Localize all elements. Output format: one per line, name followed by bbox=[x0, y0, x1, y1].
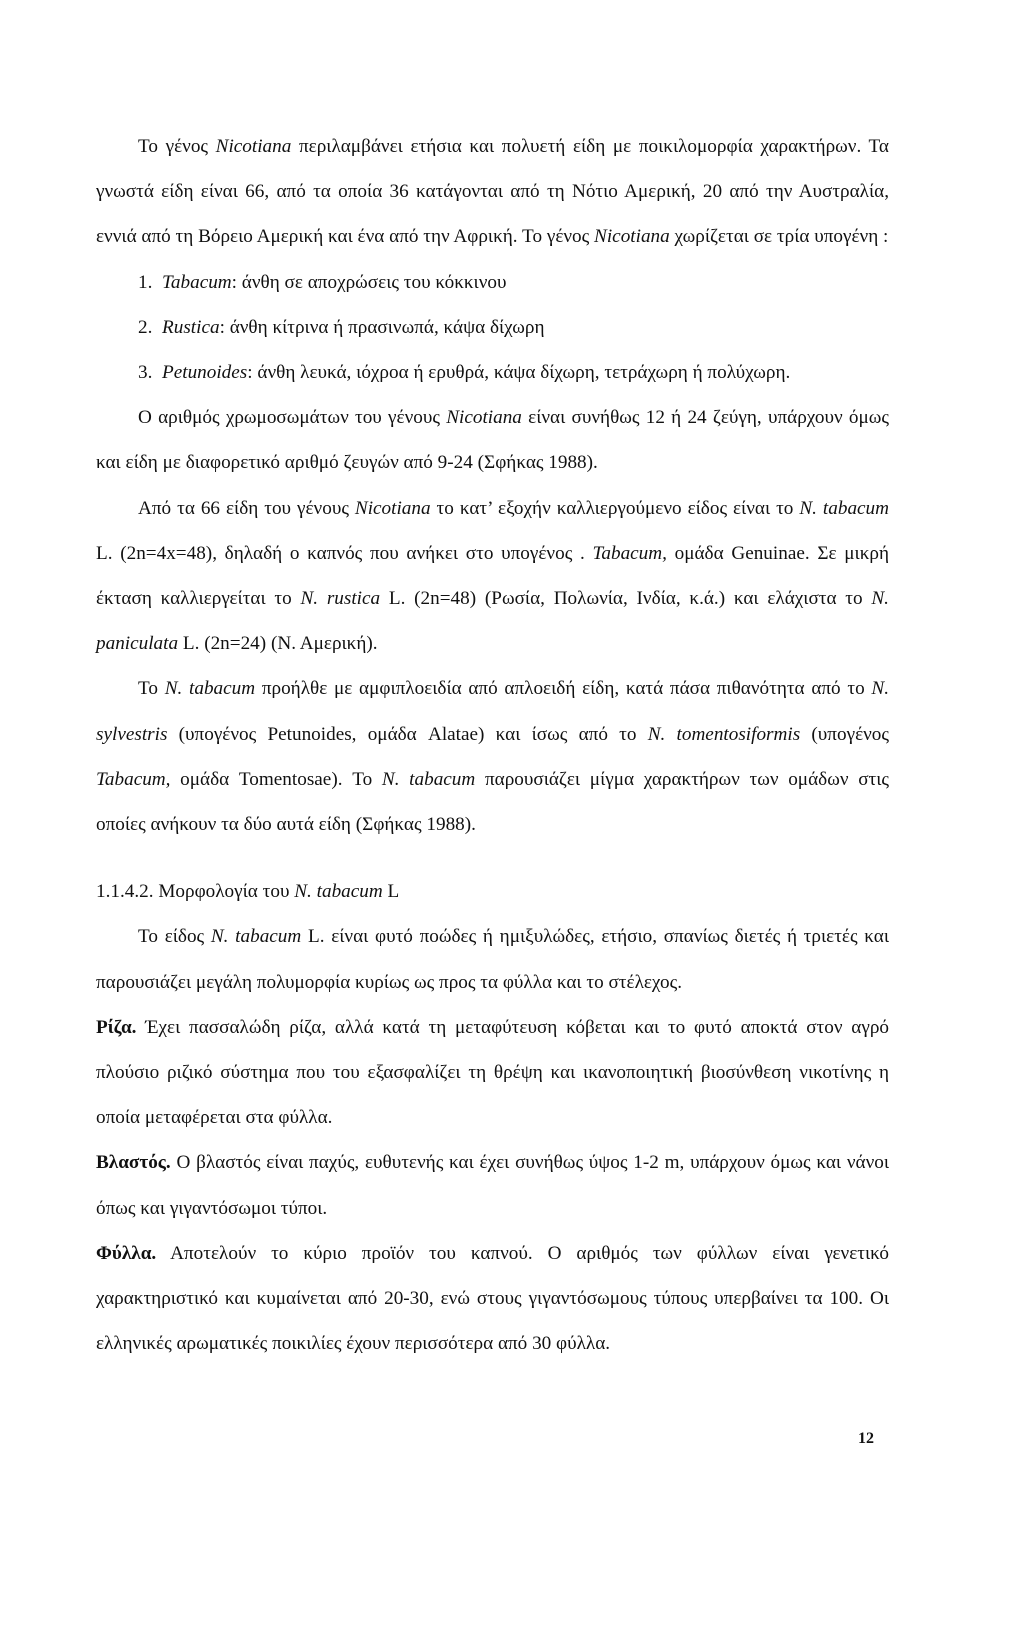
subgenus-name: Petunoides bbox=[162, 362, 248, 384]
text-run: L. (2n=4x=48), δηλαδή ο καπνός που ανήκει στο υπογένος . bbox=[96, 542, 593, 564]
text-run: Έχει πασσαλώδη ρίζα, αλλά κατά τη μεταφύτευση κόβεται και το φυτό αποκτά στον αγρό πλούσιο ριζικό σύστημα που του εξασφαλίζει τη θρέψη και ικανοποιητική βιοσύνθεση νικοτίνης η οποία μεταφέρεται στα φύλλα. bbox=[96, 1016, 889, 1129]
subgenus-name: Tabacum bbox=[162, 271, 232, 293]
leaves-paragraph bbox=[96, 1231, 889, 1367]
text-run: L. (2n=48) (Ρωσία, Πολωνία, Ινδία, κ.ά.) και ελάχιστα το bbox=[380, 588, 872, 610]
list-number: 3. bbox=[138, 362, 153, 384]
genus-name: Nicotiana bbox=[215, 136, 292, 157]
species-name: N. paniculata bbox=[96, 588, 889, 655]
chromosome-paragraph bbox=[96, 395, 889, 485]
text-run: Το bbox=[138, 678, 165, 700]
species-name: N. tabacum bbox=[799, 497, 889, 519]
list-text: : άνθη κίτρινα ή πρασινωπά, κάψα δίχωρη bbox=[219, 316, 545, 338]
section-heading bbox=[96, 869, 889, 914]
species-name: N. tabacum bbox=[381, 768, 476, 790]
species-name: N. tabacum bbox=[210, 926, 302, 948]
species-paragraph bbox=[96, 486, 889, 667]
subgenus-name: Tabacum, bbox=[592, 542, 667, 564]
text-run: Ο αριθμός χρωμοσωμάτων του γένους bbox=[138, 407, 447, 429]
species-name: N. tabacum bbox=[164, 678, 256, 700]
section-number: 1.1.4.2. bbox=[96, 881, 154, 903]
text-run: ομάδα Tomentosae). Το bbox=[170, 768, 382, 790]
genus-name: Nicotiana bbox=[446, 407, 522, 429]
text-run: είναι συνήθως 12 ή 24 ζεύγη, υπάρχουν όμως και είδη με διαφορετικό αριθμό ζευγών από 9-24 (Σφήκας 1988). bbox=[96, 407, 889, 474]
leaves-label: Φύλλα. bbox=[96, 1242, 157, 1264]
species-name: N. tabacum bbox=[294, 881, 383, 903]
subgenus-name: Tabacum, bbox=[96, 768, 171, 790]
species-name: N. sylvestris bbox=[96, 678, 889, 745]
root-paragraph bbox=[96, 1005, 889, 1141]
text-run: περιλαμβάνει ετήσια και πολυετή είδη με ποικιλομορφία χαρακτήρων. Τα γνωστά είδη είναι 66, από τα οποία 36 κατάγονται από τη Νότιο Αμερική, 20 από την Αυστραλία, εννιά από τη Βόρειο Αμερική και ένα από την Αφρική. Το γένος bbox=[96, 136, 889, 248]
subgenus-list-item bbox=[96, 260, 889, 305]
text-run: Το είδος bbox=[138, 926, 211, 948]
text-run: Το γένος bbox=[138, 136, 216, 157]
text-run: παρουσιάζει μίγμα χαρακτήρων των ομάδων στις οποίες ανήκουν τα δύο αυτά είδη (Σφήκας 1988). bbox=[96, 768, 890, 836]
morphology-paragraph bbox=[96, 914, 889, 1004]
stem-paragraph bbox=[96, 1140, 889, 1230]
subgenus-list-item bbox=[96, 305, 889, 350]
text-run: L. είναι φυτό ποώδες ή ημιξυλώδες, ετήσιο, σπανίως διετές ή τριετές και παρουσιάζει μεγάλη πολυμορφία κυρίως ως προς τα φύλλα και το στέλεχος. bbox=[96, 926, 889, 993]
intro-paragraph bbox=[96, 124, 889, 260]
text-run: ομάδα Genuinae. Σε μικρή έκταση καλλιεργείται το bbox=[96, 542, 889, 610]
list-text: : άνθη λευκά, ιόχροα ή ερυθρά, κάψα δίχωρη, τετράχωρη ή πολύχωρη. bbox=[247, 362, 791, 384]
document-page bbox=[96, 124, 889, 1366]
text-run: Αποτελούν το κύριο προϊόν του καπνού. Ο αριθμός των φύλλων είναι γενετικό χαρακτηριστικό και κυμαίνεται από 20-30, ενώ στους γιγαντόσωμους τύπους υπερβαίνει τα 100. Οι ελληνικές αρωματικές ποικιλίες έχουν περισσότερα από 30 φύλλα. bbox=[96, 1242, 889, 1355]
root-label: Ρίζα. bbox=[96, 1016, 137, 1038]
species-name: N. rustica bbox=[300, 588, 381, 610]
list-number: 2. bbox=[138, 316, 153, 338]
section-title: Μορφολογία του bbox=[153, 881, 295, 903]
text-run: (υπογένος Petunoides, ομάδα Alatae) και ίσως από το bbox=[167, 723, 648, 745]
text-run: L. (2n=24) (Ν. Αμερική). bbox=[178, 633, 378, 655]
origin-paragraph bbox=[96, 666, 889, 847]
text-run: το κατ’ εξοχήν καλλιεργούμενο είδος είναι το bbox=[430, 497, 800, 519]
page-number: 12 bbox=[858, 1430, 874, 1447]
text-run: Ο βλαστός είναι παχύς, ευθυτενής και έχει συνήθως ύψος 1-2 m, υπάρχουν όμως και νάνοι όπως και γιγαντόσωμοι τύποι. bbox=[96, 1152, 889, 1219]
genus-name: Nicotiana bbox=[354, 497, 431, 519]
genus-name: Nicotiana bbox=[594, 226, 670, 248]
text-run: χωρίζεται σε τρία υπογένη : bbox=[669, 226, 889, 248]
section-title: L bbox=[382, 881, 400, 903]
text-run: προήλθε με αμφιπλοειδία από απλοειδή είδη, κατά πάσα πιθανότητα από το bbox=[255, 678, 872, 700]
list-text: : άνθη σε αποχρώσεις του κόκκινου bbox=[231, 271, 507, 293]
species-name: N. tomentosiformis bbox=[647, 723, 801, 745]
subgenus-name: Rustica bbox=[162, 316, 220, 338]
list-number: 1. bbox=[138, 271, 153, 293]
text-run: (υπογένος bbox=[800, 723, 889, 745]
subgenus-list-item bbox=[96, 350, 889, 395]
text-run: Από τα 66 είδη του γένους bbox=[138, 497, 355, 519]
stem-label: Βλαστός. bbox=[96, 1152, 171, 1174]
